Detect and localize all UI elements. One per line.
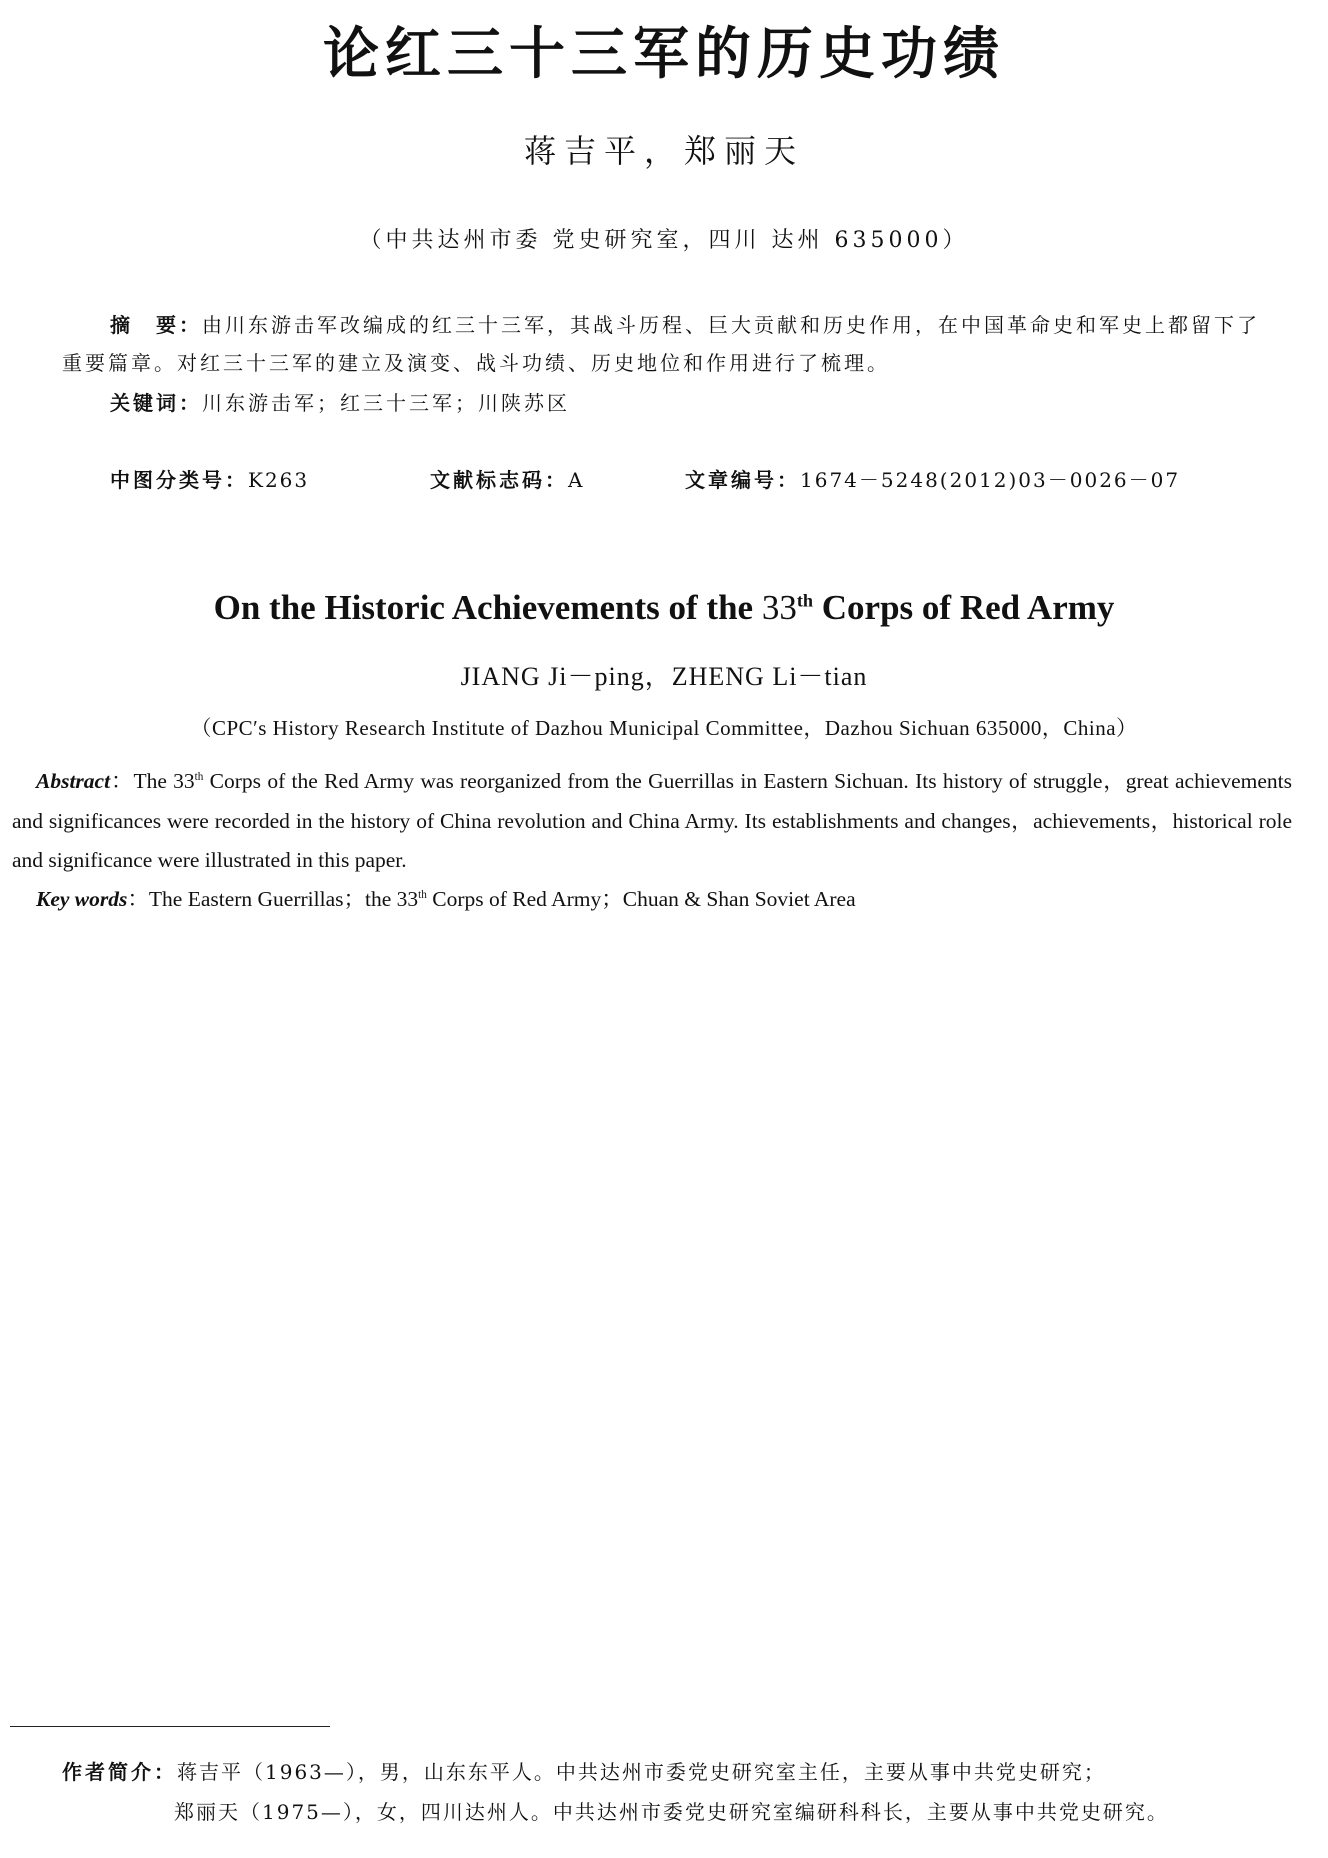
doc-code-value: A — [568, 468, 585, 492]
footnote-label: 作者简介： — [62, 1760, 177, 1784]
clc-number — [110, 464, 309, 493]
title-en-before: On the Historic Achievements of the — [213, 588, 762, 627]
keywords-en-label: Key words — [36, 887, 128, 911]
title-en-after: Corps of Red Army — [813, 588, 1115, 627]
page-title: 论红三十三军的历史功绩 — [323, 22, 1005, 87]
title-en-sup: th — [796, 590, 814, 611]
clc-value: K263 — [248, 468, 310, 492]
keywords-cn — [110, 384, 570, 422]
article-number-value: 1674－5248(2012)03－0026－07 — [800, 468, 1181, 492]
article-number-label: 文章编号： — [685, 468, 800, 492]
abstract-en-text-after: Corps of the Red Army was reorganized from the Guerrillas in Eastern Sichuan. Its history of struggle，great achievements and significances were recorded in the history of China revolution and China Army. Its establishments and changes，achievements，historical role and significance were illustrated in this paper. — [12, 769, 1292, 872]
abstract-en-text-before: The 33 — [133, 769, 195, 793]
abstract-en-sep: ： — [110, 769, 134, 793]
clc-label: 中图分类号： — [110, 468, 248, 492]
abstract-en-label: Abstract — [36, 769, 111, 793]
keywords-cn-label: 关键词： — [110, 391, 202, 415]
keywords-en-sep: ： — [127, 887, 149, 911]
document-code — [430, 464, 584, 493]
affiliation-en: （CPC′s History Research Institute of Dazhou Municipal Committee，Dazhou Sichuan 635000，China） — [190, 716, 1138, 740]
footnote-divider — [10, 1726, 330, 1727]
abstract-cn-text: 由川东游击军改编成的红三十三军，其战斗历程、巨大贡献和历史作用，在中国革命史和军史上都留下了重要篇章。对红三十三军的建立及演变、战斗功绩、历史地位和作用进行了梳理。 — [62, 313, 1260, 375]
doc-code-label: 文献标志码： — [430, 468, 568, 492]
footnote-text-1: 蒋吉平（1963—），男，山东东平人。中共达州市委党史研究室主任，主要从事中共党史研究； — [177, 1760, 1106, 1784]
footnote-line-2 — [62, 1792, 1169, 1832]
keywords-en-text-before: The Eastern Guerrillas；the 33 — [148, 887, 419, 911]
author-footnote — [62, 1752, 1169, 1832]
abstract-cn-label: 摘 要： — [110, 313, 202, 337]
keywords-en-sup: th — [418, 888, 427, 901]
footnote-text-2: 郑丽天（1975—），女，四川达州人。中共达州市委党史研究室编研科科长，主要从事中共党史研究。 — [174, 1800, 1169, 1824]
abstract-en — [12, 762, 1292, 881]
authors-en: JIANG Ji－ping，ZHENG Li－tian — [460, 662, 868, 691]
article-number — [685, 464, 1180, 493]
authors-cn: 蒋吉平，郑丽天 — [523, 132, 804, 170]
affiliation-cn: （中共达州市委 党史研究室，四川 达州 635000） — [359, 228, 969, 253]
title-en — [0, 588, 1328, 628]
keywords-en-text-after: Corps of Red Army；Chuan & Shan Soviet Area — [426, 887, 856, 911]
abstract-en-sup: th — [194, 770, 204, 783]
footnote-line-1 — [62, 1752, 1169, 1792]
title-en-number: 33 — [761, 588, 797, 627]
keywords-en — [36, 880, 856, 920]
keywords-cn-text: 川东游击军；红三十三军；川陕苏区 — [202, 391, 570, 415]
abstract-cn — [62, 306, 1262, 382]
